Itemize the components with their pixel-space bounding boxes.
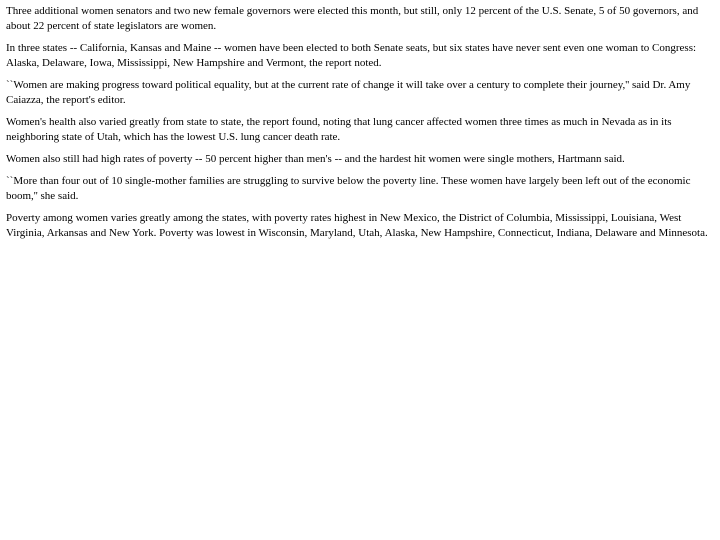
article-paragraph: ``More than four out of 10 single-mother families are struggling to survive below the poverty line. These women have largely been left out of the economic boom,'' she said. xyxy=(6,175,691,202)
article-paragraph: ``Women are making progress toward political equality, but at the current rate of change it will take over a century to complete their journey,'' said Dr. Amy Caiazza, the report's editor. xyxy=(6,79,691,106)
article-paragraph: Women's health also varied greatly from state to state, the report found, noting that lung cancer affected women three times as much in Nevada as in its neighboring state of Utah, which has the lowest U.S. lung cancer death rate. xyxy=(6,116,672,143)
article-paragraph: Poverty among women varies greatly among the states, with poverty rates highest in New Mexico, the District of Columbia, Mississippi, Louisiana, West Virginia, Arkansas and New York. Poverty was lowest in Wisconsin, Maryland, Utah, Alaska, New Hampshire, Connecticut, Indiana, Delaware and Minnesota. xyxy=(6,212,708,239)
article-body xyxy=(6,4,712,248)
article-paragraph: Three additional women senators and two new female governors were elected this month, but still, only 12 percent of the U.S. Senate, 5 of 50 governors, and about 22 percent of state legislators are women. xyxy=(6,5,699,32)
article-paragraph: In three states -- California, Kansas and Maine -- women have been elected to both Senate seats, but six states have never sent even one woman to Congress: Alaska, Delaware, Iowa, Mississippi, New Hampshire and Vermont, the report noted. xyxy=(6,42,697,69)
article-paragraph: Women also still had high rates of poverty -- 50 percent higher than men's -- and the hardest hit women were single mothers, Hartmann said. xyxy=(6,153,625,165)
